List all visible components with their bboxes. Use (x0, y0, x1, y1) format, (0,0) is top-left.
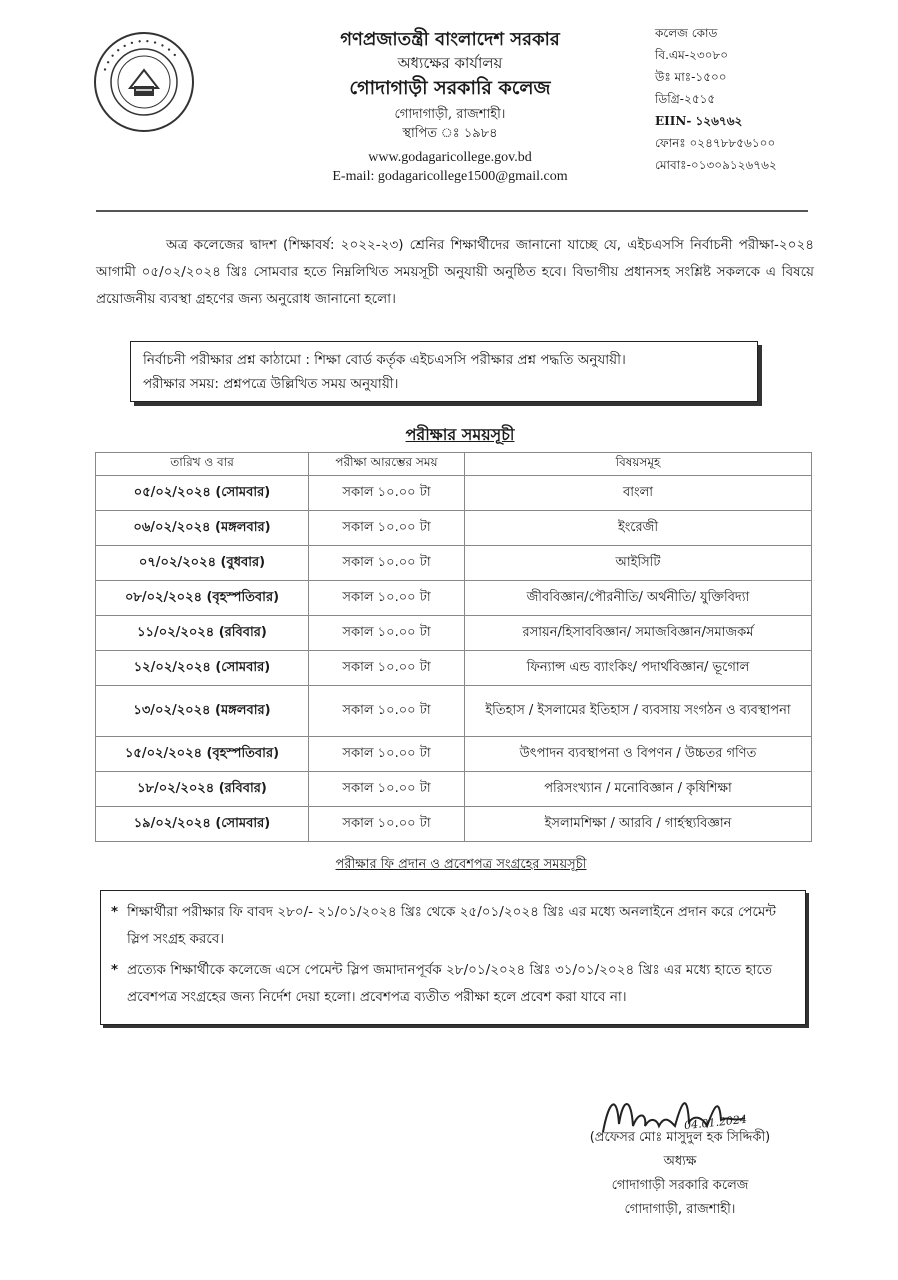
email-link[interactable]: E-mail: godagaricollege1500@gmail.com (332, 168, 568, 184)
table-row (96, 686, 812, 737)
row-subject: ইসলামশিক্ষা / আরবি / গার্হস্থ্যবিজ্ঞান (465, 807, 812, 842)
header-time: পরীক্ষা আরম্ভের সময় (309, 453, 465, 476)
signatory-designation: অধ্যক্ষ (663, 1154, 697, 1169)
college-address: গোদাগাড়ী, রাজশাহী। (394, 106, 506, 122)
degree-code-2: ডিগ্রি-২৫১৫ (655, 92, 716, 106)
row-date: ০৮/০২/২০২৪ (বৃহস্পতিবার) (96, 581, 309, 616)
established-year: স্থাপিত ঃ ১৯৮৪ (402, 125, 498, 141)
bullet-star-icon: * (111, 904, 119, 920)
fee-instruction-text: শিক্ষার্থীরা পরীক্ষার ফি বাবদ ২৮০/- ২১/০১/২০২৪ খ্রিঃ থেকে ২৫/০১/২০২৪ খ্রিঃ এর মধ্যে অনলাইনে প্রদান করে পেমেন্ট স্লিপ সংগ্রহ করবে। (127, 904, 777, 947)
row-time: সকাল ১০.০০ টা (309, 581, 465, 616)
header-date: তারিখ ও বার (96, 453, 309, 476)
row-time: সকাল ১০.০০ টা (309, 737, 465, 772)
hsc-code: উঃ মাঃ-১৫০০ (655, 70, 727, 84)
office-name: অধ্যক্ষের কার্যালয় (397, 53, 503, 72)
notice-line-duration: পরীক্ষার সময়: প্রশ্নপত্রে উল্লিখিত সময় অনুযায়ী। (143, 376, 399, 392)
website-link[interactable]: www.godagaricollege.gov.bd (368, 149, 532, 165)
row-subject: পরিসংখ্যান / মনোবিজ্ঞান / কৃষিশিক্ষা (465, 772, 812, 807)
row-time: সকাল ১০.০০ টা (309, 616, 465, 651)
row-subject: উৎপাদন ব্যবস্থাপনা ও বিপণন / উচ্চতর গণিত (465, 737, 812, 772)
fee-instruction-item (111, 899, 793, 953)
row-date: ০৭/০২/২০২৪ (বুধবার) (96, 546, 309, 581)
header-subjects: বিষয়সমূহ (465, 453, 812, 476)
table-row (96, 651, 812, 686)
row-date: ১৮/০২/২০২৪ (রবিবার) (96, 772, 309, 807)
signatory-block (560, 1126, 800, 1222)
notice-line-structure: নির্বাচনী পরীক্ষার প্রশ্ন কাঠামো : শিক্ষা বোর্ড কর্তৃক এইচএসসি পরীক্ষার প্রশ্ন পদ্ধতি অনুযায়ী। (143, 352, 626, 368)
row-time: সকাল ১০.০০ টা (309, 807, 465, 842)
header-divider (96, 210, 808, 212)
phone-number: ফোনঃ ০২৪৭৮৮৫৬১০০ (655, 136, 776, 150)
fee-instruction-item (111, 957, 793, 1011)
question-structure-box (130, 341, 758, 402)
signature-date: 04.01.2024 (683, 1112, 748, 1133)
row-subject: আইসিটি (465, 546, 812, 581)
fee-instruction-text: প্রত্যেক শিক্ষার্থীকে কলেজে এসে পেমেন্ট স্লিপ জমাদানপূর্বক ২৮/০১/২০২৪ খ্রিঃ ৩১/০১/২০২৪ খ্রিঃ এর মধ্যে হাতে হাতে প্রবেশপত্র সংগ্রহের জন্য নির্দেশ দেয়া হলো। প্রবেশপত্র ব্যতীত পরীক্ষা হলে প্রবেশ করা যাবে না। (127, 962, 773, 1005)
fee-instructions-box (100, 890, 806, 1025)
row-date: ১৫/০২/২০২৪ (বৃহস্পতিবার) (96, 737, 309, 772)
row-subject: রসায়ন/হিসাববিজ্ঞান/ সমাজবিজ্ঞান/সমাজকর্ম (465, 616, 812, 651)
signatory-name: (প্রফেসর মোঃ মাসুদুল হক সিদ্দিকী) (589, 1130, 771, 1145)
svg-text:• • • • • • • • • • • •: • • • • • • • • • • • • (100, 36, 180, 74)
row-date: ০৫/০২/২০২৪ (সোমবার) (96, 476, 309, 511)
mobile-number: মোবাঃ-০১৩০৯১২৬৭৬২ (655, 158, 777, 172)
row-date: ১২/০২/২০২৪ (সোমবার) (96, 651, 309, 686)
table-row (96, 511, 812, 546)
table-row (96, 772, 812, 807)
degree-code: বি.এম-২৩০৮০ (655, 48, 729, 62)
row-subject: ইতিহাস / ইসলামের ইতিহাস / ব্যবসায় সংগঠন ও ব্যবস্থাপনা (465, 686, 812, 737)
college-name: গোদাগাড়ী সরকারি কলেজ (349, 76, 551, 99)
row-time: সকাল ১০.০০ টা (309, 511, 465, 546)
row-time: সকাল ১০.০০ টা (309, 686, 465, 737)
row-date: ০৬/০২/২০২৪ (মঙ্গলবার) (96, 511, 309, 546)
exam-routine-table (95, 452, 812, 842)
row-time: সকাল ১০.০০ টা (309, 476, 465, 511)
bullet-star-icon: * (111, 962, 119, 978)
row-time: সকাল ১০.০০ টা (309, 651, 465, 686)
row-date: ১৯/০২/২০২৪ (সোমবার) (96, 807, 309, 842)
row-subject: জীববিজ্ঞান/পৌরনীতি/ অর্থনীতি/ যুক্তিবিদ্যা (465, 581, 812, 616)
row-subject: ইংরেজী (465, 511, 812, 546)
row-date: ১১/০২/২০২৪ (রবিবার) (96, 616, 309, 651)
letterhead (250, 24, 650, 185)
table-row (96, 546, 812, 581)
fee-section-title: পরীক্ষার ফি প্রদান ও প্রবেশপত্র সংগ্রহের সময়সূচী (335, 857, 587, 872)
row-time: সকাল ১০.০০ টা (309, 772, 465, 807)
signatory-college: গোদাগাড়ী সরকারি কলেজ (611, 1178, 749, 1193)
intro-paragraph: অত্র কলেজের দ্বাদশ (শিক্ষাবর্ষ: ২০২২-২৩) শ্রেনির শিক্ষার্থীদের জানানো যাচ্ছে যে, এইচএসসি নির্বাচনী পরীক্ষা-২০২৪ আগামী ০৫/০২/২০২৪ খ্রিঃ সোমবার হতে নিম্নলিখিত সময়সূচী অনুযায়ী অনুষ্ঠিত হবে। বিভাগীয় প্রধানসহ সংশ্লিষ্ট সকলকে এ বিষয়ে প্রয়োজনীয় ব্যবস্থা গ্রহণের জন্য অনুরোধ জানানো হলো। (96, 237, 814, 307)
college-code-label: কলেজ কোড (655, 26, 718, 40)
table-row (96, 737, 812, 772)
row-subject: বাংলা (465, 476, 812, 511)
row-subject: ফিন্যান্স এন্ড ব্যাংকিং/ পদার্থবিজ্ঞান/ ভূগোল (465, 651, 812, 686)
table-row (96, 476, 812, 511)
college-codes (655, 22, 875, 176)
table-row (96, 807, 812, 842)
college-seal-icon (92, 30, 196, 134)
government-name: গণপ্রজাতন্ত্রী বাংলাদেশ সরকার (340, 29, 560, 50)
row-date: ১৩/০২/২০২৪ (মঙ্গলবার) (96, 686, 309, 737)
routine-title: পরীক্ষার সময়সূচী (405, 425, 515, 444)
table-header-row (96, 453, 812, 476)
table-row (96, 616, 812, 651)
table-row (96, 581, 812, 616)
row-time: সকাল ১০.০০ টা (309, 546, 465, 581)
eiin-number: EIIN- ১২৬৭৬২ (655, 114, 743, 128)
signatory-address: গোদাগাড়ী, রাজশাহী। (624, 1202, 736, 1217)
